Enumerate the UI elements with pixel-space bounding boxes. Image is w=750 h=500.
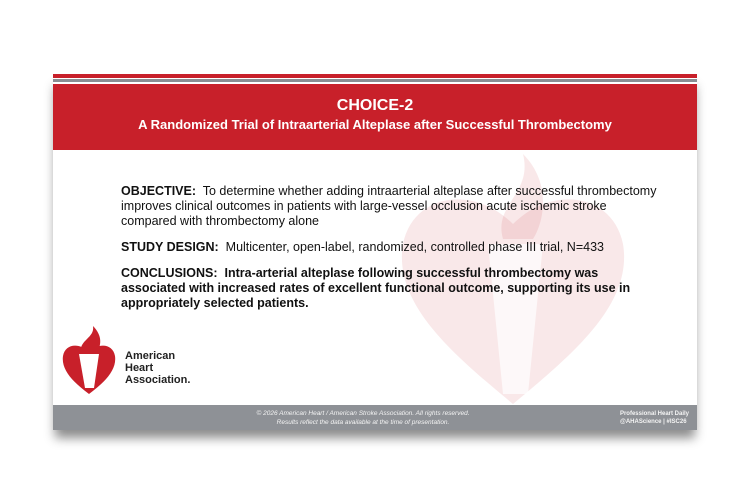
top-gray-rule [53, 79, 697, 82]
logo-line-american: American [125, 350, 176, 362]
conclusions-text: Intra-arterial alteplase following successful thrombectomy was associated with increased rates of excellent functional outcome, supporting its use in appropriately selected patients. [121, 266, 631, 310]
study-design-section [121, 240, 661, 255]
objective-section [121, 184, 661, 229]
footer-brand: Professional Heart Daily [619, 411, 689, 417]
objective-label: OBJECTIVE: [121, 184, 197, 198]
footer-copyright: © 2026 American Heart / American Stroke Association. All rights reserved. [256, 410, 470, 417]
footer-disclaimer: Results reflect the data available at the time of presentation. [276, 419, 450, 426]
slide-subtitle: A Randomized Trial of Intraarterial Alteplase after Successful Thrombectomy [138, 117, 612, 132]
slide-footer [53, 405, 697, 430]
top-red-rule [53, 74, 697, 78]
footer-social: @AHAScience | #ISC26 [619, 419, 687, 425]
slide-title: CHOICE-2 [336, 97, 414, 114]
heart-torch-logo-icon [61, 326, 117, 396]
study-design-label: STUDY DESIGN: [121, 240, 219, 254]
slide-header [53, 84, 697, 150]
slide [53, 74, 697, 430]
conclusions-label: CONCLUSIONS: [121, 266, 218, 280]
conclusions-section [121, 266, 661, 311]
study-design-text: Multicenter, open-label, randomized, controlled phase III trial, N=433 [225, 240, 604, 254]
objective-text: To determine whether adding intraarterial alteplase after successful thrombectomy improves clinical outcomes in patients with large-vessel occlusion acute ischemic stroke compared with thrombectomy alone [121, 184, 657, 228]
aha-logo [61, 326, 190, 396]
logo-line-association: Association. [125, 374, 191, 386]
logo-line-heart: Heart [125, 362, 154, 374]
slide-body [121, 184, 661, 322]
